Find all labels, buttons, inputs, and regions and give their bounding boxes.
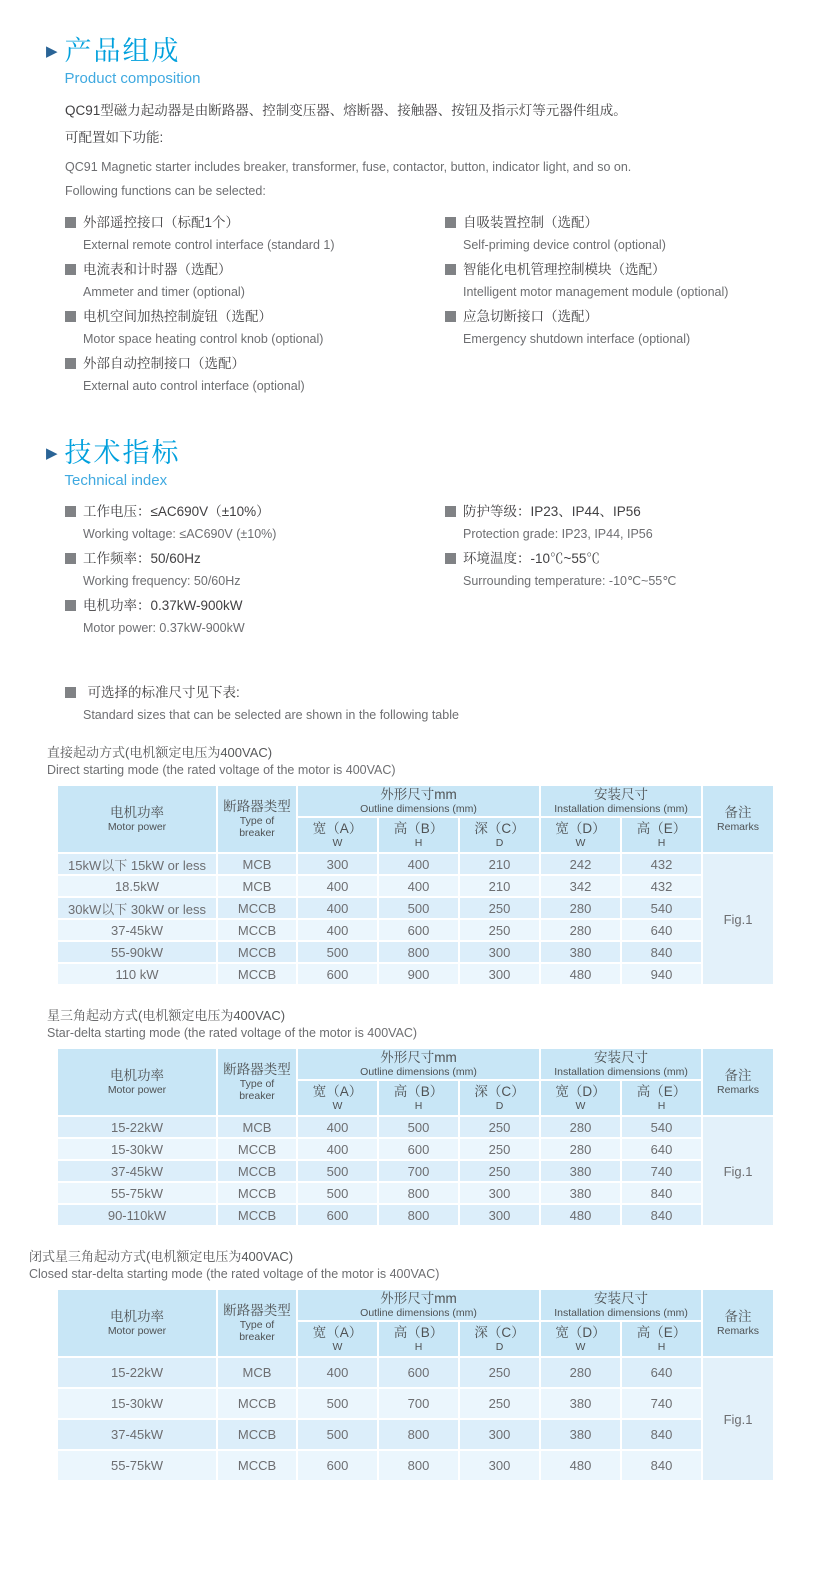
section-title-zh: 产品组成 — [64, 36, 181, 66]
cell-dimension: 500 — [297, 1419, 378, 1450]
triangle-arrow-icon: ▶ — [46, 43, 58, 60]
spec-list — [65, 503, 830, 644]
bullet-square-icon — [445, 311, 456, 322]
table-row — [57, 1357, 774, 1388]
cell-breaker-type: MCCB — [217, 1138, 297, 1160]
bullet-square-icon — [445, 217, 456, 228]
bullet-square-icon — [65, 311, 76, 322]
feature-item — [65, 355, 445, 394]
cell-dimension: 800 — [378, 1419, 459, 1450]
table-row — [57, 963, 774, 985]
note-text-en: Standard sizes that can be selected are shown in the following table — [83, 708, 459, 723]
cell-dimension: 800 — [378, 1204, 459, 1226]
section-heading — [46, 438, 830, 489]
cell-dimension: 250 — [459, 1388, 540, 1419]
note-text-zh: 可选择的标准尺寸见下表: — [87, 685, 240, 701]
cell-dimension: 300 — [459, 963, 540, 985]
spec-item-label-en: Working frequency: 50/60Hz — [83, 574, 241, 589]
header-motor-power: 电机功率 Motor power — [57, 785, 217, 853]
header-subcol: 高（E） H — [621, 817, 702, 853]
table-row — [57, 1182, 774, 1204]
cell-dimension: 300 — [459, 1182, 540, 1204]
dimension-table — [56, 1047, 775, 1227]
cell-motor-power: 37-45kW — [57, 919, 217, 941]
spec-item — [445, 550, 775, 589]
table-header-row-groups — [57, 785, 774, 817]
header-subcol: 宽（A） W — [297, 1321, 378, 1357]
cell-dimension: 250 — [459, 1357, 540, 1388]
feature-column-right — [445, 214, 775, 402]
cell-breaker-type: MCB — [217, 1357, 297, 1388]
section-product-composition — [0, 36, 830, 402]
cell-motor-power: 37-45kW — [57, 1419, 217, 1450]
note-line-zh — [65, 684, 830, 701]
cell-dimension: 840 — [621, 1182, 702, 1204]
cell-dimension: 840 — [621, 941, 702, 963]
cell-dimension: 900 — [378, 963, 459, 985]
config-note-zh: 可配置如下功能: — [65, 129, 164, 145]
cell-dimension: 300 — [297, 853, 378, 875]
dimension-tables-area — [0, 745, 830, 1482]
bullet-square-icon — [65, 358, 76, 369]
cell-dimension: 300 — [459, 1450, 540, 1481]
section-technical-index — [0, 438, 830, 644]
header-installation-dimensions: 安装尺寸 Installation dimensions (mm) — [540, 1289, 702, 1321]
header-outline-dimensions: 外形尺寸mm Outline dimensions (mm) — [297, 1289, 540, 1321]
cell-dimension: 380 — [540, 1419, 621, 1450]
feature-item-label-en: External remote control interface (standard 1) — [83, 238, 335, 253]
standard-sizes-note — [65, 684, 830, 723]
header-motor-power: 电机功率 Motor power — [57, 1289, 217, 1357]
header-subcol: 高（E） H — [621, 1080, 702, 1116]
table-caption-zh: 星三角起动方式(电机额定电压为400VAC) — [47, 1008, 286, 1024]
cell-dimension: 432 — [621, 853, 702, 875]
spec-column-right — [445, 503, 775, 644]
cell-dimension: 480 — [540, 1450, 621, 1481]
cell-dimension: 250 — [459, 897, 540, 919]
triangle-arrow-icon: ▶ — [46, 445, 58, 463]
cell-dimension: 740 — [621, 1388, 702, 1419]
table-row — [57, 853, 774, 875]
cell-dimension: 342 — [540, 875, 621, 897]
cell-dimension: 700 — [378, 1388, 459, 1419]
cell-dimension: 432 — [621, 875, 702, 897]
cell-dimension: 250 — [459, 1138, 540, 1160]
cell-dimension: 210 — [459, 853, 540, 875]
cell-dimension: 500 — [297, 941, 378, 963]
cell-dimension: 500 — [378, 1116, 459, 1138]
header-subcol: 宽（D） W — [540, 1080, 621, 1116]
table-row — [57, 1419, 774, 1450]
cell-dimension: 280 — [540, 1138, 621, 1160]
feature-item-label-en: Self-priming device control (optional) — [463, 238, 666, 253]
intro-paragraph-en: QC91 Magnetic starter includes breaker, transformer, fuse, contactor, button, indicator light, and so on. — [65, 159, 632, 174]
cell-dimension: 800 — [378, 941, 459, 963]
cell-breaker-type: MCCB — [217, 1419, 297, 1450]
spec-column-left — [65, 503, 445, 644]
cell-breaker-type: MCCB — [217, 963, 297, 985]
cell-dimension: 400 — [378, 875, 459, 897]
bullet-square-icon — [65, 506, 76, 517]
cell-breaker-type: MCCB — [217, 919, 297, 941]
header-outline-dimensions: 外形尺寸mm Outline dimensions (mm) — [297, 1048, 540, 1080]
cell-motor-power: 110 kW — [57, 963, 217, 985]
cell-dimension: 640 — [621, 919, 702, 941]
cell-dimension: 400 — [297, 919, 378, 941]
table-row — [57, 919, 774, 941]
feature-item-line-zh — [65, 261, 445, 278]
cell-dimension: 280 — [540, 897, 621, 919]
spec-item-line-zh — [65, 503, 445, 520]
cell-dimension: 400 — [297, 1116, 378, 1138]
feature-item-label-en: Ammeter and timer (optional) — [83, 285, 245, 300]
cell-dimension: 500 — [297, 1160, 378, 1182]
section-title-zh: 技术指标 — [64, 438, 181, 469]
bullet-square-icon — [445, 506, 456, 517]
spec-item-label-en: Motor power: 0.37kW-900kW — [83, 621, 245, 636]
cell-dimension: 250 — [459, 919, 540, 941]
table-row — [57, 941, 774, 963]
feature-item-line-zh — [445, 308, 775, 325]
intro-paragraph-zh: QC91型磁力起动器是由断路器、控制变压器、熔断器、接触器、按钮及指示灯等元器件组成。 — [65, 103, 627, 119]
cell-motor-power: 37-45kW — [57, 1160, 217, 1182]
cell-dimension: 840 — [621, 1450, 702, 1481]
spec-item — [65, 503, 445, 542]
cell-dimension: 400 — [297, 1138, 378, 1160]
spec-item-line-zh — [65, 550, 445, 567]
cell-dimension: 250 — [459, 1116, 540, 1138]
bullet-square-icon — [65, 264, 76, 275]
header-subcol: 深（C） D — [459, 817, 540, 853]
cell-dimension: 300 — [459, 1204, 540, 1226]
cell-motor-power: 15-30kW — [57, 1388, 217, 1419]
spec-item-line-zh — [445, 503, 775, 520]
spec-item-line-zh — [445, 550, 775, 567]
bullet-square-icon — [65, 600, 76, 611]
cell-breaker-type: MCCB — [217, 1450, 297, 1481]
cell-dimension: 800 — [378, 1450, 459, 1481]
feature-item-line-zh — [65, 355, 445, 372]
cell-dimension: 840 — [621, 1204, 702, 1226]
feature-item-label-zh: 外部自动控制接口（选配） — [83, 356, 245, 372]
cell-dimension: 480 — [540, 963, 621, 985]
dimension-table — [56, 1288, 775, 1482]
cell-dimension: 380 — [540, 1160, 621, 1182]
cell-breaker-type: MCCB — [217, 941, 297, 963]
feature-item-label-en: Motor space heating control knob (optional) — [83, 332, 324, 347]
cell-dimension: 740 — [621, 1160, 702, 1182]
cell-motor-power: 18.5kW — [57, 875, 217, 897]
table-row — [57, 875, 774, 897]
feature-item-line-zh — [445, 214, 775, 231]
cell-dimension: 380 — [540, 941, 621, 963]
cell-motor-power: 55-90kW — [57, 941, 217, 963]
header-subcol: 深（C） D — [459, 1080, 540, 1116]
cell-dimension: 380 — [540, 1182, 621, 1204]
cell-dimension: 600 — [378, 919, 459, 941]
cell-dimension: 640 — [621, 1357, 702, 1388]
cell-breaker-type: MCB — [217, 1116, 297, 1138]
cell-dimension: 242 — [540, 853, 621, 875]
feature-item-label-en: Intelligent motor management module (optional) — [463, 285, 729, 300]
cell-motor-power: 15-22kW — [57, 1357, 217, 1388]
cell-motor-power: 15-22kW — [57, 1116, 217, 1138]
table-row — [57, 1116, 774, 1138]
cell-dimension: 280 — [540, 1357, 621, 1388]
cell-dimension: 700 — [378, 1160, 459, 1182]
cell-motor-power: 15kW以下 15kW or less — [57, 853, 217, 875]
cell-motor-power: 30kW以下 30kW or less — [57, 897, 217, 919]
cell-dimension: 500 — [297, 1182, 378, 1204]
cell-dimension: 600 — [378, 1138, 459, 1160]
header-subcol: 宽（A） W — [297, 817, 378, 853]
cell-breaker-type: MCCB — [217, 897, 297, 919]
spec-item — [65, 597, 445, 636]
cell-dimension: 400 — [378, 853, 459, 875]
feature-item-label-zh: 外部遥控接口（标配1个） — [83, 215, 240, 231]
header-subcol: 高（B） H — [378, 817, 459, 853]
config-note-en: Following functions can be selected: — [65, 184, 266, 199]
cell-dimension: 840 — [621, 1419, 702, 1450]
table-row — [57, 1204, 774, 1226]
cell-dimension: 400 — [297, 875, 378, 897]
bullet-square-icon — [445, 264, 456, 275]
cell-dimension: 280 — [540, 1116, 621, 1138]
cell-breaker-type: MCCB — [217, 1204, 297, 1226]
bullet-square-icon — [445, 553, 456, 564]
spec-item — [65, 550, 445, 589]
header-subcol: 深（C） D — [459, 1321, 540, 1357]
header-subcol: 宽（D） W — [540, 1321, 621, 1357]
feature-item-line-zh — [65, 214, 445, 231]
table-caption-en: Direct starting mode (the rated voltage of the motor is 400VAC) — [47, 763, 396, 778]
cell-dimension: 480 — [540, 1204, 621, 1226]
feature-item — [65, 308, 445, 347]
spec-item-label-zh: 电机功率：0.37kW-900kW — [83, 598, 243, 614]
cell-dimension: 400 — [297, 897, 378, 919]
cell-dimension: 210 — [459, 875, 540, 897]
header-subcol: 宽（A） W — [297, 1080, 378, 1116]
header-remarks: 备注 Remarks — [702, 1048, 774, 1116]
cell-dimension: 300 — [459, 1419, 540, 1450]
feature-column-left — [65, 214, 445, 402]
section-title-en: Technical index — [64, 472, 168, 490]
cell-dimension: 400 — [297, 1357, 378, 1388]
section-heading-text — [65, 438, 181, 489]
cell-dimension: 600 — [297, 1450, 378, 1481]
feature-item — [65, 214, 445, 253]
header-motor-power: 电机功率 Motor power — [57, 1048, 217, 1116]
cell-breaker-type: MCCB — [217, 1388, 297, 1419]
feature-item-label-zh: 电机空间加热控制旋钮（选配） — [83, 309, 272, 325]
cell-dimension: 500 — [297, 1388, 378, 1419]
table-row — [57, 1138, 774, 1160]
cell-dimension: 600 — [297, 1204, 378, 1226]
feature-item-label-zh: 智能化电机管理控制模块（选配） — [463, 262, 666, 278]
feature-item-label-zh: 自吸装置控制（选配） — [463, 215, 598, 231]
header-subcol: 高（B） H — [378, 1321, 459, 1357]
table-caption-en: Closed star-delta starting mode (the rated voltage of the motor is 400VAC) — [29, 1267, 440, 1282]
cell-breaker-type: MCB — [217, 853, 297, 875]
cell-motor-power: 55-75kW — [57, 1182, 217, 1204]
spec-item-label-zh: 防护等级：IP23、IP44、IP56 — [463, 504, 641, 520]
cell-remarks: Fig.1 — [702, 853, 774, 985]
header-remarks: 备注 Remarks — [702, 1289, 774, 1357]
header-subcol: 高（B） H — [378, 1080, 459, 1116]
header-breaker-type: 断路器类型 Type of breaker — [217, 785, 297, 853]
cell-breaker-type: MCCB — [217, 1182, 297, 1204]
cell-motor-power: 15-30kW — [57, 1138, 217, 1160]
cell-dimension: 250 — [459, 1160, 540, 1182]
spec-item-label-zh: 工作电压：≤AC690V（±10%） — [83, 504, 270, 520]
feature-item-label-en: Emergency shutdown interface (optional) — [463, 332, 691, 347]
bullet-square-icon — [65, 217, 76, 228]
cell-breaker-type: MCB — [217, 875, 297, 897]
feature-item-line-zh — [65, 308, 445, 325]
bullet-square-icon — [65, 687, 76, 698]
cell-dimension: 940 — [621, 963, 702, 985]
table-row — [57, 897, 774, 919]
cell-dimension: 540 — [621, 1116, 702, 1138]
cell-motor-power: 55-75kW — [57, 1450, 217, 1481]
header-breaker-type: 断路器类型 Type of breaker — [217, 1289, 297, 1357]
feature-item — [445, 214, 775, 253]
header-subcol: 宽（D） W — [540, 817, 621, 853]
spec-item-label-zh: 工作频率：50/60Hz — [83, 551, 201, 567]
dimension-table — [56, 784, 775, 986]
spec-item-label-en: Working voltage: ≤AC690V (±10%) — [83, 527, 277, 542]
feature-item-label-en: External auto control interface (optional) — [83, 379, 305, 394]
spec-item-label-en: Surrounding temperature: -10℃~55℃ — [463, 574, 677, 589]
table-header-row-groups — [57, 1289, 774, 1321]
cell-dimension: 300 — [459, 941, 540, 963]
cell-remarks: Fig.1 — [702, 1357, 774, 1481]
cell-dimension: 600 — [297, 963, 378, 985]
cell-breaker-type: MCCB — [217, 1160, 297, 1182]
table-row — [57, 1388, 774, 1419]
cell-remarks: Fig.1 — [702, 1116, 774, 1226]
header-outline-dimensions: 外形尺寸mm Outline dimensions (mm) — [297, 785, 540, 817]
header-remarks: 备注 Remarks — [702, 785, 774, 853]
feature-item-label-zh: 应急切断接口（选配） — [463, 309, 598, 325]
table-caption-en: Star-delta starting mode (the rated voltage of the motor is 400VAC) — [47, 1026, 418, 1041]
header-installation-dimensions: 安装尺寸 Installation dimensions (mm) — [540, 785, 702, 817]
spec-item-label-en: Protection grade: IP23, IP44, IP56 — [463, 527, 653, 542]
feature-item-line-zh — [445, 261, 775, 278]
feature-item — [445, 308, 775, 347]
feature-item-label-zh: 电流表和计时器（选配） — [83, 262, 232, 278]
section-title-en: Product composition — [64, 70, 201, 88]
cell-dimension: 280 — [540, 919, 621, 941]
feature-list — [65, 214, 830, 402]
header-breaker-type: 断路器类型 Type of breaker — [217, 1048, 297, 1116]
header-subcol: 高（E） H — [621, 1321, 702, 1357]
spec-item-label-zh: 环境温度：-10℃~55℃ — [463, 551, 600, 567]
table-row — [57, 1450, 774, 1481]
feature-item — [65, 261, 445, 300]
spec-item-line-zh — [65, 597, 445, 614]
table-header-row-groups — [57, 1048, 774, 1080]
header-installation-dimensions: 安装尺寸 Installation dimensions (mm) — [540, 1048, 702, 1080]
section-heading — [46, 36, 830, 87]
cell-dimension: 380 — [540, 1388, 621, 1419]
table-caption-zh: 直接起动方式(电机额定电压为400VAC) — [47, 745, 273, 761]
cell-dimension: 500 — [378, 897, 459, 919]
cell-dimension: 640 — [621, 1138, 702, 1160]
spec-item — [445, 503, 775, 542]
bullet-square-icon — [65, 553, 76, 564]
cell-dimension: 600 — [378, 1357, 459, 1388]
section-heading-text — [65, 36, 201, 87]
table-row — [57, 1160, 774, 1182]
cell-motor-power: 90-110kW — [57, 1204, 217, 1226]
table-caption-zh: 闭式星三角起动方式(电机额定电压为400VAC) — [29, 1249, 294, 1265]
cell-dimension: 540 — [621, 897, 702, 919]
feature-item — [445, 261, 775, 300]
cell-dimension: 800 — [378, 1182, 459, 1204]
